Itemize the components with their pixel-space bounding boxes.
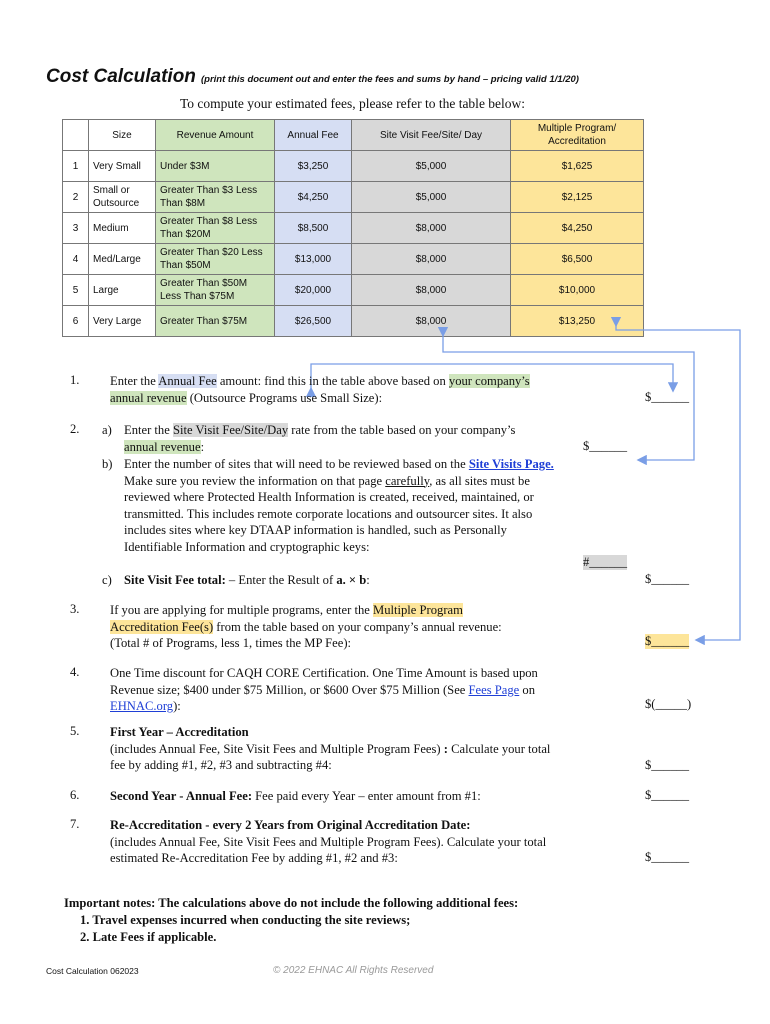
row-site-fee: $8,000 <box>352 244 511 275</box>
row-annual-fee: $26,500 <box>275 306 352 337</box>
row-num: 6 <box>63 306 89 337</box>
header-multiple-program: Multiple Program/ Accreditation <box>511 120 644 151</box>
footer-copyright: © 2022 EHNAC All Rights Reserved <box>273 965 434 976</box>
row-site-fee: $5,000 <box>352 151 511 182</box>
step-2b-label: b) <box>102 457 113 471</box>
step-2a-text <box>124 422 524 455</box>
row-mp-fee: $10,000 <box>511 275 644 306</box>
step-3-number: 3. <box>70 602 80 616</box>
step-2c-bold2: a. × b <box>336 573 367 587</box>
step-5-colon: : <box>443 741 448 756</box>
row-revenue: Under $3M <box>156 151 275 182</box>
row-annual-fee: $4,250 <box>275 182 352 213</box>
step-2b-t2: Make sure you review the information on that page <box>124 473 386 488</box>
step-4-text <box>110 665 570 715</box>
step-2c-blank[interactable]: $______ <box>645 572 690 586</box>
step-3-text <box>110 602 530 652</box>
row-revenue: Greater Than $50M Less Than $75M <box>156 275 275 306</box>
step-1-revenue-hl: your company’s annual revenue <box>110 374 530 405</box>
step-2b-t1: Enter the number of sites that will need to be reviewed based on the <box>124 457 469 471</box>
row-num: 5 <box>63 275 89 306</box>
row-num: 4 <box>63 244 89 275</box>
row-site-fee: $8,000 <box>352 275 511 306</box>
step-2a-site-fee-hl: Site Visit Fee/Site/Day <box>172 423 289 437</box>
row-size: Medium <box>89 213 156 244</box>
step-2b-carefully: carefully <box>385 473 430 488</box>
step-2a-label: a) <box>102 423 112 437</box>
header-annual-fee: Annual Fee <box>275 120 352 151</box>
step-5-heading: First Year – Accreditation <box>110 725 249 739</box>
step-2b-t3: , as all sites must be reviewed where Protected Health Information is created, received, maintained, or transmitted. This includes remote corporate locations and outsourcer sites. It also includes sites where key DTAAP information is handled, such as Personally Identifiable Information and cryptographic keys: <box>124 473 534 554</box>
step-7-text <box>110 817 560 867</box>
row-mp-fee: $2,125 <box>511 182 644 213</box>
step-4-t3: ): <box>173 699 181 713</box>
important-note-1: 1. Travel expenses incurred when conducting the site reviews; <box>80 913 411 927</box>
fees-page-link[interactable]: Fees Page <box>468 682 520 697</box>
step-5-number: 5. <box>70 724 80 738</box>
step-6-heading: Second Year - Annual Fee: <box>110 789 253 803</box>
step-6-text <box>110 788 570 805</box>
step-4-blank[interactable]: $(_____) <box>645 697 692 711</box>
step-7-number: 7. <box>70 817 80 831</box>
ehnac-link[interactable]: EHNAC.org <box>110 699 174 713</box>
row-num: 3 <box>63 213 89 244</box>
step-4-number: 4. <box>70 665 80 679</box>
important-heading: Important notes: The calculations above do not include the following additional fees: <box>64 896 519 910</box>
row-size: Very Small <box>89 151 156 182</box>
row-size: Med/Large <box>89 244 156 275</box>
step-2c-t1: – Enter the Result of <box>225 573 337 587</box>
row-annual-fee: $3,250 <box>275 151 352 182</box>
step-6-blank[interactable]: $______ <box>645 788 690 802</box>
row-size: Large <box>89 275 156 306</box>
step-2a-t1: Enter the <box>124 423 173 437</box>
step-7-heading: Re-Accreditation - every 2 Years from Original Accreditation Date: <box>110 818 471 832</box>
step-2a-blank[interactable]: $______ <box>583 439 628 453</box>
step-5-text <box>110 724 560 774</box>
step-2c-bold1: Site Visit Fee total: <box>124 573 226 587</box>
step-3-blank[interactable]: $______ <box>645 634 690 648</box>
step-2a-t2: rate from the table based on your company’s <box>288 423 516 437</box>
step-2a-revenue-hl: annual revenue <box>124 439 201 454</box>
step-3-t2: from the table based on your company’s annual revenue: (Total # of Programs, less 1, times the MP Fee): <box>110 619 502 650</box>
step-2c-t2: : <box>366 573 370 587</box>
row-mp-fee: $1,625 <box>511 151 644 182</box>
step-4-t2: on <box>519 682 535 697</box>
row-site-fee: $8,000 <box>352 213 511 244</box>
step-1-annual-fee-hl: Annual Fee <box>158 374 217 388</box>
title-main: Cost Calculation <box>46 66 196 87</box>
row-num: 2 <box>63 182 89 213</box>
step-2-number: 2. <box>70 422 80 436</box>
subtitle: To compute your estimated fees, please refer to the table below: <box>180 96 526 111</box>
step-1-blank[interactable]: $______ <box>645 390 690 404</box>
row-mp-fee: $13,250 <box>511 306 644 337</box>
step-3-mp-hl: Multiple Program Accreditation Fee(s) <box>110 603 463 634</box>
step-7-blank[interactable]: $______ <box>645 850 690 864</box>
step-2b-blank[interactable]: #______ <box>583 555 628 569</box>
important-notes <box>64 895 518 946</box>
step-2c-label: c) <box>102 573 112 587</box>
site-visits-page-link[interactable]: Site Visits Page. <box>468 457 554 471</box>
step-3-t1: If you are applying for multiple programs, enter the <box>110 603 373 617</box>
header-site-visit-fee: Site Visit Fee/Site/ Day <box>352 120 511 151</box>
step-2b-text <box>124 456 564 555</box>
step-5-blank[interactable]: $______ <box>645 758 690 772</box>
row-annual-fee: $8,500 <box>275 213 352 244</box>
step-4-t1: One Time discount for CAQH CORE Certification. One Time Amount is based upon Revenue size; $400 under $75 Million, or $600 Over $75 Million (See <box>110 666 538 697</box>
row-annual-fee: $20,000 <box>275 275 352 306</box>
row-site-fee: $5,000 <box>352 182 511 213</box>
row-revenue: Greater Than $8 Less Than $20M <box>156 213 275 244</box>
step-2c-text <box>124 572 564 589</box>
step-5-t2: Calculate your total fee by adding #1, #2, #3 and subtracting #4: <box>110 741 551 772</box>
header-size: Size <box>89 120 156 151</box>
step-6-t1: Fee paid every Year – enter amount from #1: <box>252 789 481 803</box>
row-revenue: Greater Than $20 Less Than $50M <box>156 244 275 275</box>
footer-doc-id: Cost Calculation 062023 <box>46 966 139 976</box>
row-site-fee: $8,000 <box>352 306 511 337</box>
step-2a-t3: : <box>200 439 205 454</box>
row-size: Small or Outsource <box>89 182 156 213</box>
step-5-t1: (includes Annual Fee, Site Visit Fees and Multiple Program Fees) <box>110 741 444 756</box>
row-revenue: Greater Than $3 Less Than $8M <box>156 182 275 213</box>
step-1-t1: Enter the <box>110 374 159 388</box>
step-7-t1: (includes Annual Fee, Site Visit Fees and Multiple Program Fees). Calculate your total estimated Re-Accreditation Fee by adding #1, #2 and #3: <box>110 834 547 865</box>
row-mp-fee: $4,250 <box>511 213 644 244</box>
row-num: 1 <box>63 151 89 182</box>
row-annual-fee: $13,000 <box>275 244 352 275</box>
step-1-t3: (Outsource Programs use Small Size): <box>186 390 383 405</box>
row-mp-fee: $6,500 <box>511 244 644 275</box>
step-1-t2: amount: find this in the table above based on <box>216 374 449 388</box>
step-1-text <box>110 373 550 406</box>
step-6-number: 6. <box>70 788 80 802</box>
important-note-2: 2. Late Fees if applicable. <box>80 930 217 944</box>
row-size: Very Large <box>89 306 156 337</box>
arrow-multiple-program-fee <box>616 322 740 640</box>
header-revenue: Revenue Amount <box>156 120 275 151</box>
row-revenue: Greater Than $75M <box>156 306 275 337</box>
step-1-number: 1. <box>70 373 80 387</box>
title-note: (print this document out and enter the fees and sums by hand – pricing valid 1/1/20) <box>201 74 579 85</box>
